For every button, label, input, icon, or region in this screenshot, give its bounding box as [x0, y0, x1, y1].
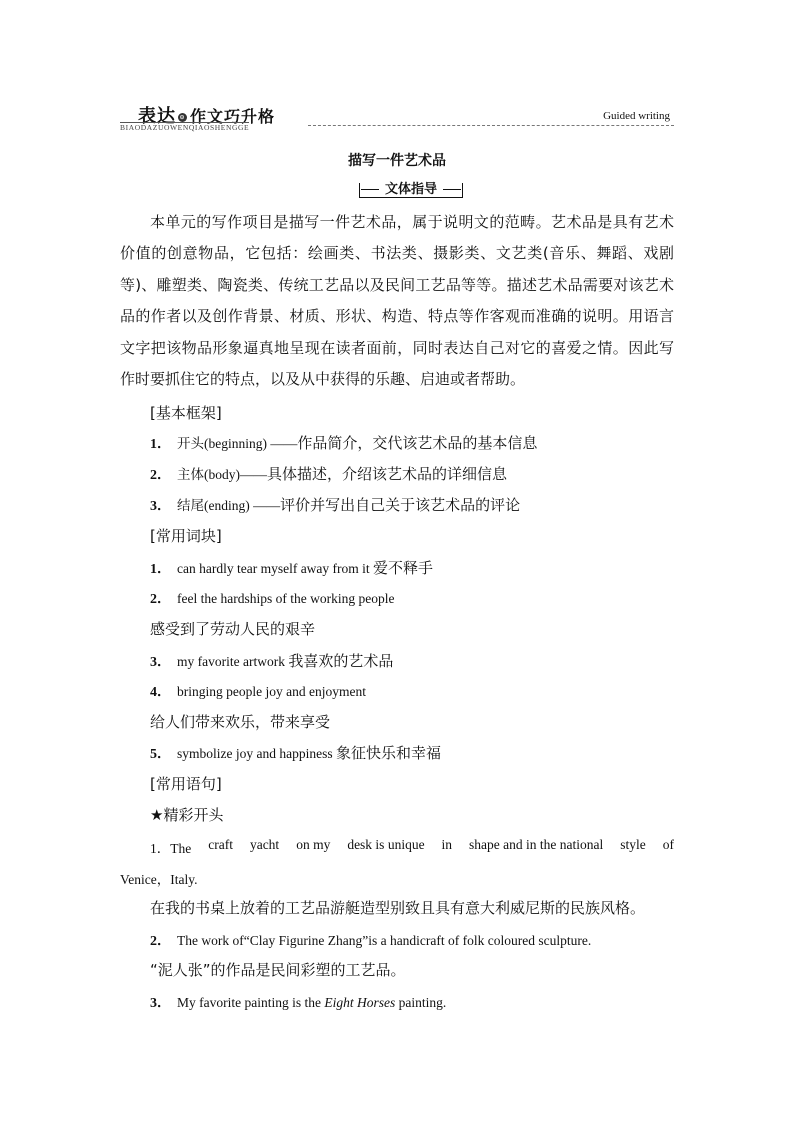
chunk-cn: 我喜欢的艺术品: [288, 652, 394, 670]
chunk-en: my favorite artwork: [177, 654, 289, 669]
framework-heading: [基本框架]: [150, 404, 222, 422]
chunk-item: [150, 650, 393, 671]
word: yacht: [249, 837, 280, 852]
item-number: 3．: [150, 499, 171, 514]
page-title: 描写一件艺术品: [348, 153, 446, 169]
banner-sub-text: 作文巧升格: [190, 107, 276, 126]
word: shape and in the national: [469, 837, 604, 852]
sentence-en: My favorite painting is the: [177, 995, 325, 1010]
sentence-continuation: Venice，Italy.: [120, 872, 198, 887]
chunk-item: [150, 557, 433, 578]
chunk-item: [150, 681, 366, 701]
item-number: 1．: [150, 562, 171, 577]
header-label: Guided writing: [603, 110, 670, 122]
item-number: 2．: [150, 468, 171, 483]
chunk-cn: 给人们带来欢乐，带来享受: [150, 713, 331, 731]
banner-pinyin: BIAODAZUOWENQIAOSHENGGE: [120, 123, 250, 132]
item-number: 3．: [150, 655, 171, 670]
chunk-en: symbolize joy and happiness: [177, 746, 336, 761]
item-label: 主体(body)——: [177, 467, 267, 482]
artwork-title: Eight Horses: [324, 995, 396, 1010]
item-desc: 评价并写出自己关于该艺术品的评论: [280, 496, 521, 514]
framework-item: [150, 463, 507, 484]
item-desc: 作品简介，交代该艺术品的基本信息: [297, 434, 538, 452]
chunk-cn: 象征快乐和幸福: [335, 744, 441, 762]
word: in: [441, 837, 453, 852]
banner-main-text: 表达: [138, 106, 176, 127]
item-number: 1．: [150, 437, 171, 452]
word: on my: [296, 837, 331, 852]
item-number: 4．: [150, 685, 171, 700]
chunk-cn: 感受到了劳动人民的艰辛: [150, 620, 316, 638]
word: style: [620, 837, 646, 852]
framework-item: [150, 432, 537, 453]
word: desk is unique: [347, 837, 425, 852]
chunk-cn: 爱不释手: [373, 559, 434, 577]
item-label: 开头(beginning) ——: [177, 436, 298, 451]
chunk-item: [150, 742, 441, 763]
intro-paragraph: 本单元的写作项目是描写一件艺术品，属于说明文的范畴。艺术品是具有艺术价值的创意物品，它包括：绘画类、书法类、摄影类、文艺类(音乐、舞蹈、戏剧等)、雕塑类、陶瓷类、传统工艺品以及民间工艺品等等。描述艺术品需要对该艺术品的作者以及创作背景、材质、形状、构造、特点等作客观而准确的说明。用语言文字把该物品形象逼真地呈现在读者面前，同时表达自己对它的喜爱之情。因此写作时要抓住它的特点，以及从中获得的乐趣、启迪或者帮助。: [120, 213, 674, 389]
word: 1．The: [150, 841, 192, 856]
chunk-en: can hardly tear myself away from it: [177, 561, 374, 576]
page-header: [120, 100, 674, 132]
chunk-item: [150, 588, 394, 608]
item-number: 2．: [150, 934, 171, 949]
sentence-line: [150, 837, 674, 857]
item-number: 2．: [150, 592, 171, 607]
item-label: 结尾(ending) ——: [177, 498, 281, 513]
badge-frame: [359, 183, 463, 198]
item-number: 3．: [150, 996, 171, 1011]
sentences-subheading: ★精彩开头: [150, 806, 224, 824]
word: of: [662, 837, 674, 852]
item-desc: 具体描述，介绍该艺术品的详细信息: [267, 465, 508, 483]
framework-item: [150, 494, 520, 515]
item-number: 5．: [150, 747, 171, 762]
sentence-en: painting.: [395, 995, 447, 1010]
badge-label: 文体指导: [384, 182, 437, 197]
sentence-translation: 在我的书桌上放着的工艺品游艇造型别致且具有意大利威尼斯的民族风格。: [150, 899, 646, 917]
chunk-en: feel the hardships of the working people: [177, 591, 395, 606]
sentence-line: [150, 992, 446, 1012]
word: craft: [208, 837, 233, 852]
chunks-heading: [常用词块]: [150, 527, 222, 545]
chunk-en: bringing people joy and enjoyment: [177, 684, 366, 699]
sentence-en: The work of“Clay Figurine Zhang”is a handicraft of folk coloured sculpture.: [177, 933, 592, 948]
sentence-translation: “泥人张”的作品是民间彩塑的工艺品。: [150, 961, 406, 979]
sentences-heading: [常用语句]: [150, 775, 222, 793]
header-divider: [308, 125, 674, 126]
section-badge: [359, 180, 463, 200]
bullet-icon: ⊙: [179, 114, 186, 121]
sentence-line: [150, 930, 591, 950]
